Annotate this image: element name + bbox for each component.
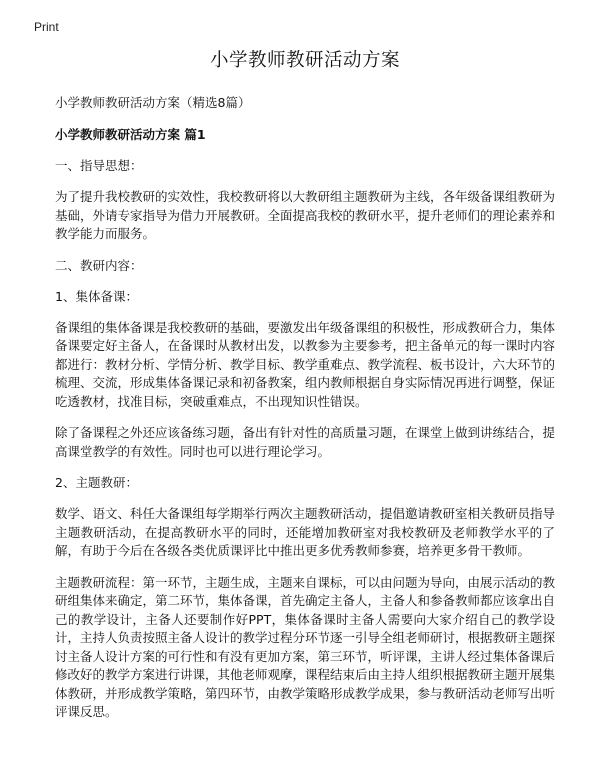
document-body xyxy=(55,48,555,722)
paragraph: 主题教研流程：第一环节，主题生成，主题来自课标，可以由问题为导向，由展示活动的教研组集体来确定，第二环节，集体备课，首先确定主备人，主备人和参备教师都应该拿出自己的教学设计，主备人还要制作好PPT，集体备课时主备人需要向大家介绍自己的教学设计，主持人负责按照主备人设计的教学过程分环节逐一引导全组老师研讨，根据教研主题探讨主备人设计方案的可行性和有没有更加方案，第三环节，听评课，主讲人经过集体备课后修改好的教学方案进行讲课，其他老师观摩，课程结束后由主持人组织根据教研主题开展集体教研，并形成教学策略，第四环节，由教学策略形成教学成果，参与教研活动老师写出听评课反思。 xyxy=(55,574,556,719)
paragraph: 备课组的集体备课是我校教研的基础，要激发出年级备课组的积极性，形成教研合力，集体备课要定好主备人，在备课时从教材出发，以教参为主要参考，把主备单元的每一课时内容都进行：教材分析、学情分析、教学目标、教学重难点、教学流程、板书设计，六大环节的梳理、交流，形成集体备课记录和初备教案，组内教师根据自身实际情况再进行调整，保证吃透教材，找准目标，突破重难点，不出现知识性错误。 xyxy=(55,319,556,409)
heading-guiding-ideology: 一、指导思想： xyxy=(55,158,143,173)
page-title: 小学教师教研活动方案 xyxy=(209,50,400,71)
paragraph: 为了提升我校教研的实效性，我校教研将以大教研组主题教研为主线，各年级备课组教研为基础，外请专家指导为借力开展教研。全面提高我校的教研水平，提升老师们的理论素养和教学能力而服务。 xyxy=(55,189,556,241)
document-subtitle: 小学教师教研活动方案（精选8篇） xyxy=(55,95,251,110)
section-title: 小学教师教研活动方案 篇1 xyxy=(55,127,206,142)
print-label: Print xyxy=(34,20,59,34)
heading-collective-lesson-prep: 1、集体备课： xyxy=(55,288,138,304)
paragraph: 除了备课程之外还应该备练习题，备出有针对性的高质量习题，在课堂上做到讲练结合，提高课堂教学的有效性。同时也可以进行理论学习。 xyxy=(55,425,556,459)
heading-research-content: 二、教研内容： xyxy=(55,257,143,273)
paragraph: 数学、语文、科任大备课组每学期举行两次主题教研活动，提倡邀请教研室相关教研员指导主题教研活动，在提高教研水平的同时，还能增加教研室对我校教研及老师教学水平的了解，有助于今后在各级各类优质课评比中推出更多优秀教师参赛，培养更多骨干教师。 xyxy=(55,506,556,558)
heading-theme-research: 2、主题教研： xyxy=(55,475,138,490)
